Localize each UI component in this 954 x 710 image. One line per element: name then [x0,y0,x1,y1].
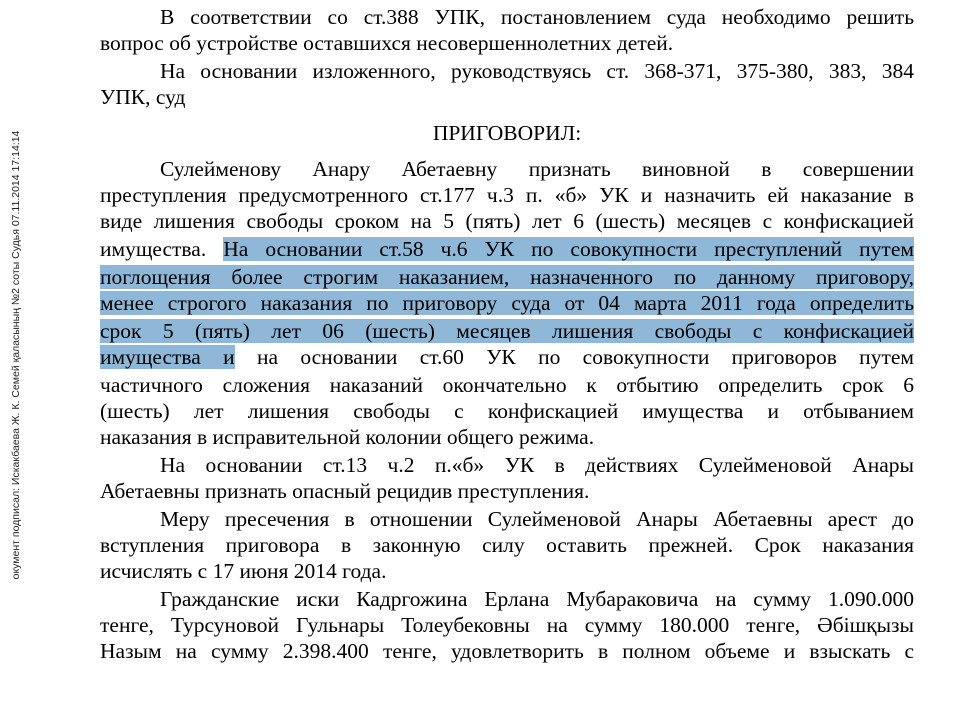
highlighted-text: срок 5 (пять) лет 06 (шесть) месяцев лишения свободы с конфискацией [100,319,914,343]
plain-text: имущества. [100,237,224,261]
text-line: вопрос об устройстве оставшихся несовершеннолетних детей. [100,31,674,55]
text-line: тенге, Турсуновой Гульнары Толеубековны на сумму 180.000 тенге, Әбішқызы [100,613,914,637]
text-line [100,344,914,370]
digital-signature-stamp [4,0,28,710]
text-line: вступления приговора в законную силу оставить прежней. Срок наказания [100,533,914,557]
text-line: Назым на сумму 2.398.400 тенге, удовлетворить в полном объеме и взыскать с [100,639,914,663]
text-line: частичного сложения наказаний окончательно к отбытию определить срок 6 [100,373,914,397]
highlighted-text: менее строгого наказания по приговору суда от 04 марта 2011 года определить [100,291,914,315]
text-line: На основании ст.13 ч.2 п.«б» УК в действиях Сулейменовой Анары [160,453,914,477]
text-line [100,264,914,290]
text-line: Сулейменову Анару Абетаевну признать виновной в совершении [160,157,914,181]
text-line: На основании изложенного, руководствуясь ст. 368-371, 375-380, 383, 384 [160,59,914,83]
text-line: В соответствии со ст.388 УПК, постановлением суда необходимо решить [160,5,914,29]
highlighted-text: имущества и [100,345,235,369]
plain-text: на основании ст.60 УК по совокупности приговоров путем [234,345,914,369]
text-line: виде лишения свободы сроком на 5 (пять) лет 6 (шесть) месяцев с конфискацией [100,209,914,233]
text-line [100,290,914,316]
text-line: (шесть) лет лишения свободы с конфискацией имущества и отбыванием [100,399,914,423]
signature-stamp-text: окумент подписал: Искакбаева Ж. К. Семей қаласының №2 соты Судья 07.11.2014 17:14:14 [10,130,22,580]
text-line [100,318,914,344]
text-line: преступления предусмотренного ст.177 ч.3 п. «б» УК и назначить ей наказание в [100,183,914,207]
text-line: наказания в исправительной колонии общего режима. [100,425,595,449]
highlighted-text: На основании ст.58 ч.6 УК по совокупности преступлений путем [223,237,914,261]
text-line: исчислять с 17 июня 2014 года. [100,559,387,583]
section-heading: ПРИГОВОРИЛ: [432,121,582,145]
text-line: УПК, суд [100,85,186,109]
text-line: Гражданские иски Кадргожина Ерлана Мубараковича на сумму 1.090.000 [160,587,914,611]
highlighted-text: поглощения более строгим наказанием, назначенного по данному приговору, [100,265,914,289]
text-line: Абетаевны признать опасный рецидив преступления. [100,479,590,503]
text-line: Меру пресечения в отношении Сулейменовой Анары Абетаевны арест до [160,507,914,531]
text-line [100,236,914,262]
